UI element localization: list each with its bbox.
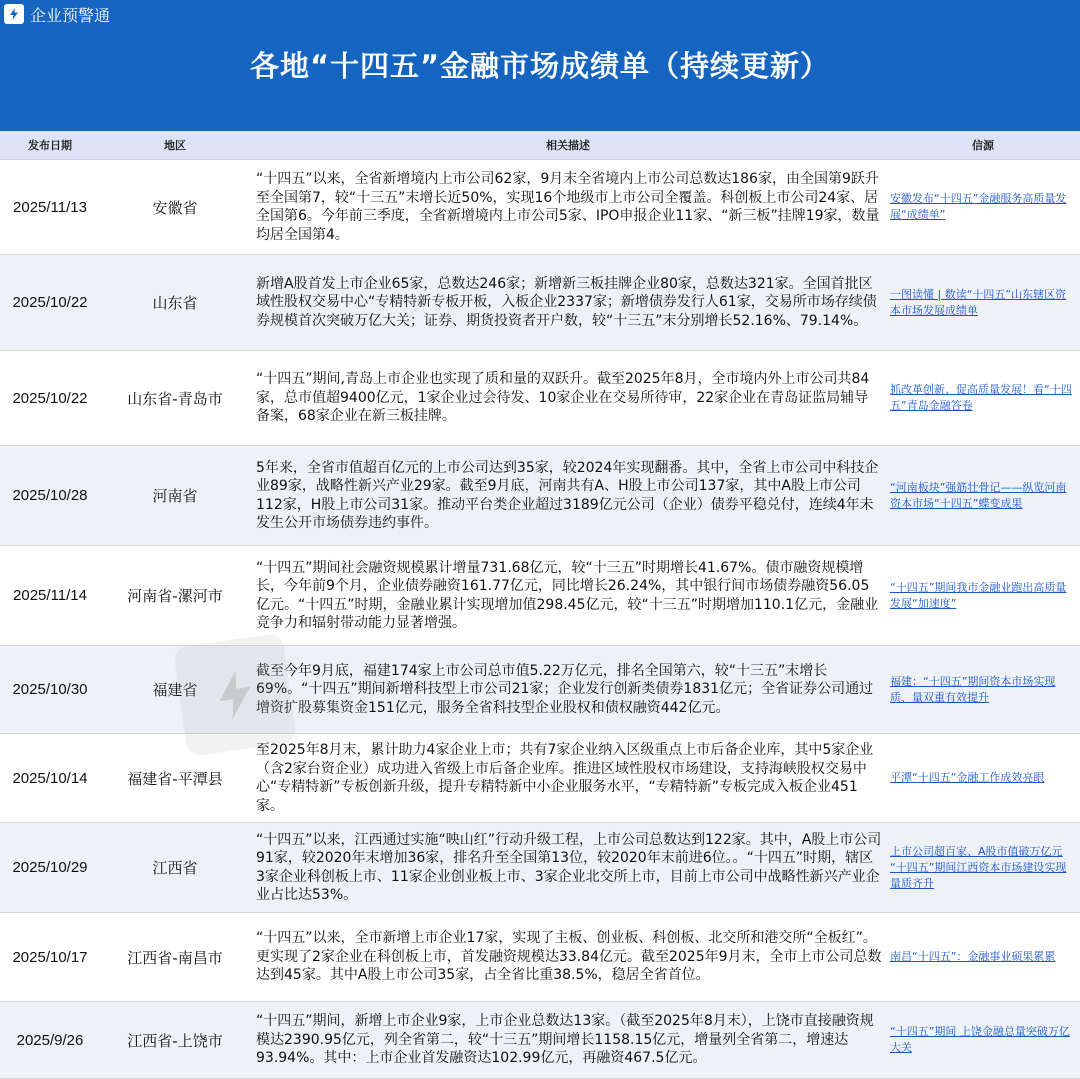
table-row bbox=[0, 1002, 1080, 1079]
row-source bbox=[886, 734, 1080, 822]
row-source bbox=[886, 1002, 1080, 1078]
source-link[interactable]: 南昌“十四五”：金融事业硕果累累 bbox=[890, 950, 1056, 963]
source-link[interactable]: 福建：“十四五”期间资本市场实现质、量双重有效提升 bbox=[890, 674, 1056, 704]
source-link[interactable]: 上市公司超百家、A股市值破万亿元 “十四五”期间江西资本市场建设实现量质齐升 bbox=[890, 844, 1067, 890]
row-date: 2025/11/14 bbox=[13, 587, 87, 604]
column-header-region: 地区 bbox=[164, 139, 186, 152]
row-description: 截至今年9月底，福建174家上市公司总市值5.22万亿元，排名全国第六，较“十三五”末增长69%。“十四五”期间新增科技型上市公司21家；企业发行创新类债券1831亿元；全省证券公司通过增资扩股募集资金151亿元，服务全省科技型企业股权和债权融资442亿元。 bbox=[256, 662, 874, 716]
source-link[interactable]: 安徽发布“十四五”金融服务高质量发展“成绩单” bbox=[890, 192, 1067, 221]
page-header bbox=[0, 0, 1080, 131]
row-region: 江西省-南昌市 bbox=[127, 948, 223, 967]
row-source bbox=[886, 646, 1080, 733]
row-description: 新增A股首发上市企业65家，总数达246家；新增新三板挂牌企业80家，总数达321家。全国首批区域性股权交易中心“专精特新专板开板，入板企业2337家；新增债券发行人61家，交易所市场存续债券规模首次突破万亿大关；证券、期货投资者开户数，较“十三五”末分别增长52.16%、79.14%。 bbox=[256, 275, 877, 329]
table-row bbox=[0, 913, 1080, 1002]
source-link[interactable]: “河南板块”强筋壮骨记——纵览河南资本市场“十四五”蝶变成果 bbox=[890, 480, 1067, 510]
row-date: 2025/9/26 bbox=[16, 1031, 84, 1049]
row-source bbox=[886, 351, 1080, 445]
table-row bbox=[0, 446, 1080, 546]
row-description: 至2025年8月末，累计助力4家企业上市；共有7家企业纳入区级重点上市后备企业库，其中5家企业（含2家台资企业）成功进入省级上市后备企业库。推进区域性股权市场建设，支持海峡股权交易中心“专精特新”专板创新升级，提升专精特新中小企业服务水平，“专精特新”专板完成入板企业451家。 bbox=[256, 742, 874, 814]
row-region: 江西省-上饶市 bbox=[127, 1031, 223, 1050]
row-date: 2025/10/30 bbox=[12, 681, 88, 698]
row-date: 2025/10/22 bbox=[12, 294, 88, 311]
source-link[interactable]: “十四五”期间 上饶金融总量突破万亿大关 bbox=[890, 1025, 1070, 1054]
lightning-bolt-icon bbox=[4, 4, 24, 24]
row-description: “十四五”以来，江西通过实施“映山红”行动升级工程，上市公司总数达到122家。其中，A股上市公司91家，较2020年末增加36家，排名升至全国第13位，较2020年末前进6位。。“十四五”时期，辖区3家企业科创板上市、11家企业创业板上市、3家企业北交所上市，目前上市公司中战略性新兴产业企业占比达53%。 bbox=[256, 831, 882, 903]
row-date: 2025/10/17 bbox=[12, 948, 88, 966]
table-row bbox=[0, 351, 1080, 446]
row-description: “十四五”以来，全省新增境内上市公司62家，9月末全省境内上市公司总数达186家，由全国第9跃升至全国第7，较“十三五”末增长近50%，实现16个地级市上市公司全覆盖。科创板上市公司24家、居全国第6。今年前三季度，全省新增境内上市公司5家、IPO申报企业11家、“新三板”挂牌19家，数量均居全国第4。 bbox=[256, 171, 880, 243]
row-source bbox=[886, 913, 1080, 1001]
row-description: “十四五”期间，新增上市企业9家，上市企业总数达13家。（截至2025年8月末），上饶市直接融资规模达2390.95亿元，列全省第二，较“十三五”期间增长1158.15亿元，增量列全省第二，增速达93.94%。其中：上市企业首发融资达102.99亿元，再融资467.5亿元。 bbox=[256, 1013, 874, 1067]
row-region: 福建省 bbox=[152, 681, 198, 699]
table-header bbox=[0, 131, 1080, 160]
row-description: “十四五”期间,青岛上市企业也实现了质和量的双跃升。截至2025年8月，全市境内外上市公司共84家，总市值超9400亿元，1家企业过会待发、10家企业在交易所待审，22家企业在青岛证监局辅导备案，68家企业在新三板挂牌。 bbox=[256, 371, 870, 425]
table-row bbox=[0, 823, 1080, 913]
row-region: 安徽省 bbox=[152, 198, 198, 217]
row-region: 山东省-青岛市 bbox=[127, 389, 223, 408]
column-header-source: 信源 bbox=[972, 139, 994, 152]
row-date: 2025/10/14 bbox=[12, 769, 88, 787]
row-region: 江西省 bbox=[152, 859, 198, 877]
table-row bbox=[0, 546, 1080, 646]
row-description: “十四五”以来，全市新增上市企业17家，实现了主板、创业板、科创板、北交所和港交所“全板红”。更实现了2家企业在科创板上市，首发融资规模达33.84亿元。截至2025年9月末，全市上市公司总数达到45家。其中A股上市公司35家，占全省比重38.5%，稳居全省首位。 bbox=[256, 930, 882, 984]
column-header-date: 发布日期 bbox=[28, 139, 72, 152]
brand bbox=[0, 0, 110, 28]
row-region: 福建省-平潭县 bbox=[127, 769, 223, 788]
row-date: 2025/10/29 bbox=[12, 859, 88, 876]
row-region: 山东省 bbox=[152, 294, 198, 312]
row-source bbox=[886, 546, 1080, 645]
row-date: 2025/10/22 bbox=[12, 389, 88, 407]
table-row bbox=[0, 255, 1080, 351]
row-source bbox=[886, 446, 1080, 545]
row-date: 2025/11/13 bbox=[13, 198, 87, 216]
row-source bbox=[886, 255, 1080, 350]
table-row bbox=[0, 646, 1080, 734]
row-description: 5年来，全省市值超百亿元的上市公司达到35家，较2024年实现翻番。其中，全省上市公司中科技企业89家，战略性新兴产业29家。截至9月底，河南共有A、H股上市公司137家，其中A股上市公司112家，H股上市公司31家。推动平台类企业超过3189亿元公司（企业）债券平稳兑付，连续4年未发生公开市场债券违约事件。 bbox=[256, 459, 879, 531]
table-row bbox=[0, 160, 1080, 255]
row-region: 河南省-漯河市 bbox=[127, 587, 223, 605]
brand-name: 企业预警通 bbox=[30, 5, 111, 25]
row-region: 河南省 bbox=[152, 487, 198, 505]
source-link[interactable]: 一图读懂 | 数读“十四五”山东辖区资本市场发展成绩单 bbox=[890, 287, 1067, 317]
row-source bbox=[886, 160, 1080, 254]
page-title: 各地“十四五”金融市场成绩单（持续更新） bbox=[249, 49, 831, 83]
source-link[interactable]: 抓改革创新、促高质量发展！看“十四五”青岛金融答卷 bbox=[890, 383, 1072, 412]
row-source bbox=[886, 823, 1080, 912]
row-description: “十四五”期间社会融资规模累计增量731.68亿元，较“十三五”时期增长41.67%。债市融资规模增长，今年前9个月，企业债券融资161.77亿元，同比增长26.24%，其中银行间市场债券融资56.05亿元。“十四五”时期，金融业累计实现增加值298.45亿元，较“十三五”时期增加110.1亿元，金融业竞争力和辐射带动能力显著增强。 bbox=[256, 559, 879, 631]
row-date: 2025/10/28 bbox=[12, 487, 88, 504]
source-link[interactable]: 平潭“十四五”金融工作成效亮眼 bbox=[890, 771, 1045, 784]
table-row bbox=[0, 734, 1080, 823]
column-header-description: 相关描述 bbox=[546, 139, 590, 152]
source-link[interactable]: “十四五”期间我市金融业跑出高质量发展“加速度” bbox=[890, 580, 1067, 610]
